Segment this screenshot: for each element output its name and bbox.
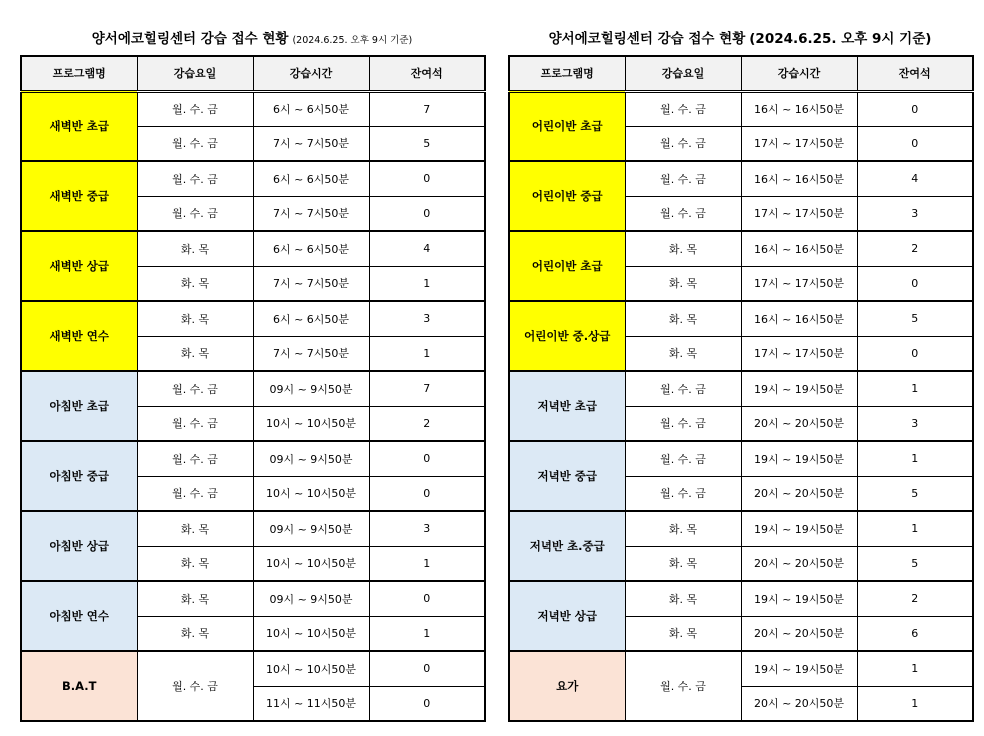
time-cell: 17시 ~ 17시50분 — [741, 196, 857, 231]
day-cell: 화. 목 — [625, 616, 741, 651]
time-cell: 16시 ~ 16시50분 — [741, 231, 857, 266]
time-cell: 19시 ~ 19시50분 — [741, 651, 857, 686]
day-cell: 월. 수. 금 — [625, 161, 741, 196]
time-cell: 10시 ~ 10시50분 — [253, 616, 369, 651]
right-title-text: 양서에코힐링센터 강습 접수 현황 — [548, 31, 746, 47]
table-row — [509, 231, 973, 266]
program-name-cell: 어린이반 초급 — [509, 231, 625, 301]
day-cell: 월. 수. 금 — [625, 196, 741, 231]
program-name-cell: 저녁반 상급 — [509, 581, 625, 651]
day-cell: 월. 수. 금 — [137, 196, 253, 231]
seats-cell: 0 — [369, 651, 485, 686]
day-cell: 화. 목 — [625, 336, 741, 371]
time-cell: 10시 ~ 10시50분 — [253, 476, 369, 511]
header-row — [21, 56, 485, 91]
day-cell: 화. 목 — [625, 301, 741, 336]
seats-cell: 3 — [857, 406, 973, 441]
header-day: 강습요일 — [625, 56, 741, 91]
day-cell: 화. 목 — [137, 266, 253, 301]
right-schedule-table — [508, 55, 974, 722]
table-row — [509, 651, 973, 686]
seats-cell: 2 — [857, 581, 973, 616]
seats-cell: 0 — [857, 266, 973, 301]
program-name-cell: 어린이반 중급 — [509, 161, 625, 231]
time-cell: 10시 ~ 10시50분 — [253, 406, 369, 441]
header-time: 강습시간 — [253, 56, 369, 91]
seats-cell: 1 — [369, 336, 485, 371]
program-name-cell: 저녁반 초.중급 — [509, 511, 625, 581]
table-row — [21, 581, 485, 616]
seats-cell: 5 — [857, 546, 973, 581]
seats-cell: 1 — [857, 511, 973, 546]
day-cell: 월. 수. 금 — [625, 406, 741, 441]
seats-cell: 3 — [857, 196, 973, 231]
time-cell: 10시 ~ 10시50분 — [253, 546, 369, 581]
day-cell: 월. 수. 금 — [137, 91, 253, 126]
time-cell: 09시 ~ 9시50분 — [253, 511, 369, 546]
day-cell: 월. 수. 금 — [137, 161, 253, 196]
header-seats: 잔여석 — [857, 56, 973, 91]
header-time: 강습시간 — [741, 56, 857, 91]
program-name-cell: 새벽반 연수 — [21, 301, 137, 371]
time-cell: 16시 ~ 16시50분 — [741, 91, 857, 126]
seats-cell: 1 — [857, 441, 973, 476]
day-cell: 화. 목 — [137, 616, 253, 651]
seats-cell: 0 — [857, 91, 973, 126]
time-cell: 20시 ~ 20시50분 — [741, 406, 857, 441]
seats-cell: 1 — [369, 546, 485, 581]
seats-cell: 7 — [369, 371, 485, 406]
table-row — [21, 91, 485, 126]
table-row — [509, 91, 973, 126]
time-cell: 7시 ~ 7시50분 — [253, 336, 369, 371]
time-cell: 19시 ~ 19시50분 — [741, 371, 857, 406]
day-cell: 월. 수. 금 — [625, 126, 741, 161]
seats-cell: 0 — [369, 581, 485, 616]
seats-cell: 5 — [857, 301, 973, 336]
time-cell: 19시 ~ 19시50분 — [741, 511, 857, 546]
table-row — [509, 161, 973, 196]
right-title — [508, 27, 972, 47]
day-cell: 화. 목 — [137, 546, 253, 581]
day-cell: 월. 수. 금 — [625, 651, 741, 721]
left-title-text: 양서에코힐링센터 강습 접수 현황 — [91, 31, 289, 47]
day-cell: 화. 목 — [625, 231, 741, 266]
day-cell: 월. 수. 금 — [625, 476, 741, 511]
time-cell: 6시 ~ 6시50분 — [253, 301, 369, 336]
seats-cell: 0 — [369, 686, 485, 721]
program-name-cell: 아침반 상급 — [21, 511, 137, 581]
right-subtitle: (2024.6.25. 오후 9시 기준) — [749, 31, 932, 47]
header-program: 프로그램명 — [21, 56, 137, 91]
time-cell: 11시 ~ 11시50분 — [253, 686, 369, 721]
time-cell: 6시 ~ 6시50분 — [253, 161, 369, 196]
day-cell: 화. 목 — [625, 546, 741, 581]
table-row — [509, 441, 973, 476]
seats-cell: 6 — [857, 616, 973, 651]
table-row — [509, 581, 973, 616]
time-cell: 10시 ~ 10시50분 — [253, 651, 369, 686]
seats-cell: 1 — [857, 371, 973, 406]
seats-cell: 0 — [857, 336, 973, 371]
day-cell: 월. 수. 금 — [137, 476, 253, 511]
time-cell: 6시 ~ 6시50분 — [253, 231, 369, 266]
seats-cell: 7 — [369, 91, 485, 126]
table-row — [509, 511, 973, 546]
day-cell: 월. 수. 금 — [137, 371, 253, 406]
table-row — [21, 301, 485, 336]
day-cell: 화. 목 — [137, 581, 253, 616]
program-name-cell: 저녁반 초급 — [509, 371, 625, 441]
day-cell: 화. 목 — [137, 231, 253, 266]
time-cell: 20시 ~ 20시50분 — [741, 686, 857, 721]
day-cell: 화. 목 — [137, 301, 253, 336]
table-row — [21, 161, 485, 196]
program-name-cell: 아침반 초급 — [21, 371, 137, 441]
table-row — [21, 371, 485, 406]
seats-cell: 0 — [857, 126, 973, 161]
time-cell: 19시 ~ 19시50분 — [741, 441, 857, 476]
table-row — [21, 651, 485, 686]
day-cell: 화. 목 — [137, 336, 253, 371]
seats-cell: 1 — [369, 266, 485, 301]
header-day: 강습요일 — [137, 56, 253, 91]
day-cell: 월. 수. 금 — [625, 371, 741, 406]
time-cell: 7시 ~ 7시50분 — [253, 266, 369, 301]
day-cell: 월. 수. 금 — [137, 441, 253, 476]
seats-cell: 4 — [857, 161, 973, 196]
time-cell: 09시 ~ 9시50분 — [253, 371, 369, 406]
program-name-cell: 새벽반 중급 — [21, 161, 137, 231]
seats-cell: 3 — [369, 301, 485, 336]
seats-cell: 5 — [369, 126, 485, 161]
table-row — [21, 441, 485, 476]
time-cell: 09시 ~ 9시50분 — [253, 441, 369, 476]
seats-cell: 3 — [369, 511, 485, 546]
time-cell: 6시 ~ 6시50분 — [253, 91, 369, 126]
program-name-cell: 새벽반 상급 — [21, 231, 137, 301]
time-cell: 16시 ~ 16시50분 — [741, 301, 857, 336]
table-row — [21, 511, 485, 546]
seats-cell: 2 — [857, 231, 973, 266]
seats-cell: 0 — [369, 161, 485, 196]
time-cell: 16시 ~ 16시50분 — [741, 161, 857, 196]
seats-cell: 1 — [369, 616, 485, 651]
day-cell: 월. 수. 금 — [625, 91, 741, 126]
left-schedule-table — [20, 55, 486, 722]
day-cell: 월. 수. 금 — [137, 126, 253, 161]
header-seats: 잔여석 — [369, 56, 485, 91]
time-cell: 20시 ~ 20시50분 — [741, 476, 857, 511]
program-name-cell: 아침반 연수 — [21, 581, 137, 651]
table-row — [509, 371, 973, 406]
time-cell: 19시 ~ 19시50분 — [741, 581, 857, 616]
seats-cell: 5 — [857, 476, 973, 511]
program-name-cell: B.A.T — [21, 651, 137, 721]
day-cell: 화. 목 — [625, 511, 741, 546]
day-cell: 화. 목 — [137, 511, 253, 546]
seats-cell: 1 — [857, 651, 973, 686]
left-title — [20, 27, 484, 47]
program-name-cell: 새벽반 초급 — [21, 91, 137, 161]
time-cell: 20시 ~ 20시50분 — [741, 616, 857, 651]
day-cell: 화. 목 — [625, 266, 741, 301]
table-row — [21, 231, 485, 266]
header-row — [509, 56, 973, 91]
time-cell: 7시 ~ 7시50분 — [253, 126, 369, 161]
time-cell: 17시 ~ 17시50분 — [741, 266, 857, 301]
day-cell: 월. 수. 금 — [625, 441, 741, 476]
table-row — [509, 301, 973, 336]
left-subtitle: (2024.6.25. 오후 9시 기준) — [292, 35, 413, 46]
day-cell: 월. 수. 금 — [137, 651, 253, 721]
seats-cell: 2 — [369, 406, 485, 441]
seats-cell: 1 — [857, 686, 973, 721]
time-cell: 17시 ~ 17시50분 — [741, 126, 857, 161]
program-name-cell: 어린이반 중.상급 — [509, 301, 625, 371]
seats-cell: 4 — [369, 231, 485, 266]
program-name-cell: 저녁반 중급 — [509, 441, 625, 511]
header-program: 프로그램명 — [509, 56, 625, 91]
time-cell: 09시 ~ 9시50분 — [253, 581, 369, 616]
seats-cell: 0 — [369, 476, 485, 511]
program-name-cell: 요가 — [509, 651, 625, 721]
day-cell: 월. 수. 금 — [137, 406, 253, 441]
program-name-cell: 어린이반 초급 — [509, 91, 625, 161]
time-cell: 20시 ~ 20시50분 — [741, 546, 857, 581]
program-name-cell: 아침반 중급 — [21, 441, 137, 511]
time-cell: 7시 ~ 7시50분 — [253, 196, 369, 231]
seats-cell: 0 — [369, 196, 485, 231]
day-cell: 화. 목 — [625, 581, 741, 616]
seats-cell: 0 — [369, 441, 485, 476]
time-cell: 17시 ~ 17시50분 — [741, 336, 857, 371]
